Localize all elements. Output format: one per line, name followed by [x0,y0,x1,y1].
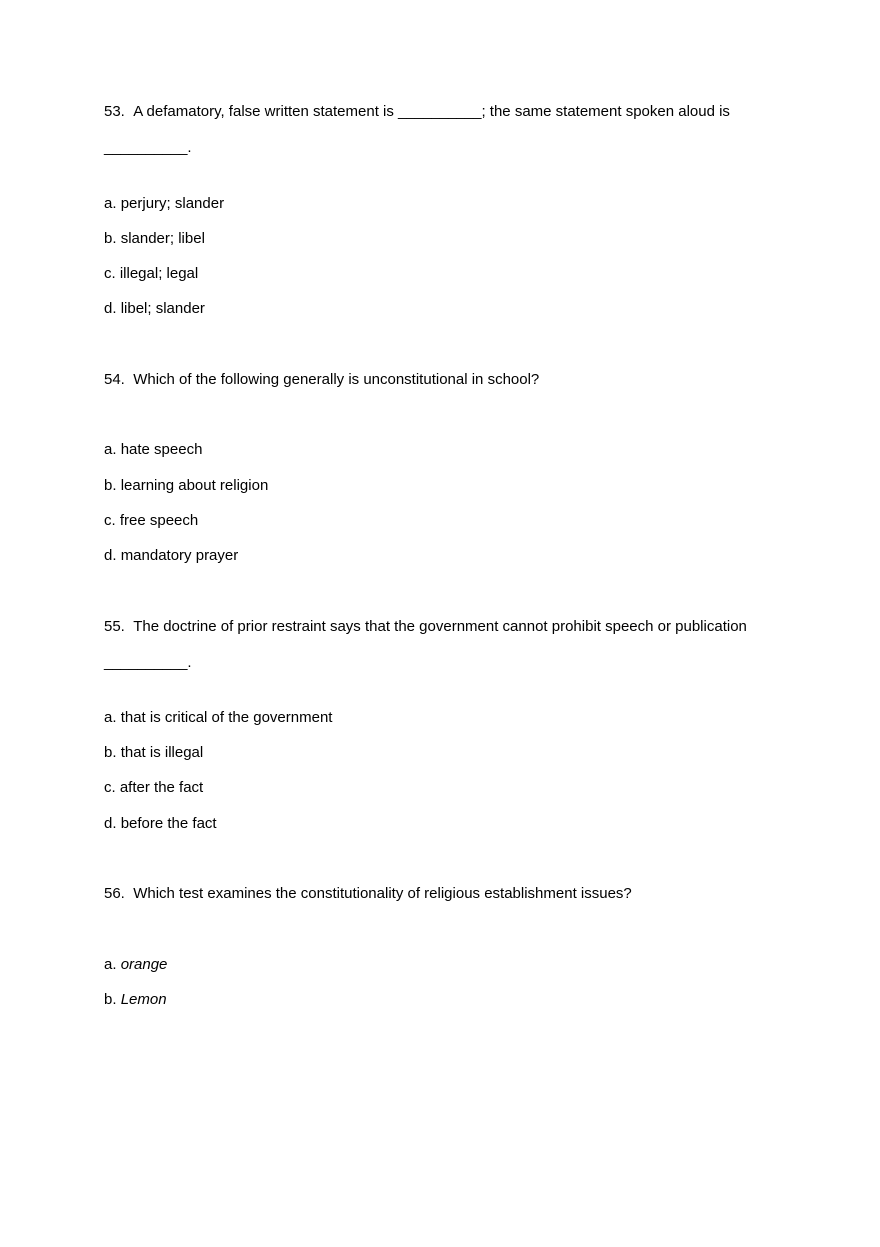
option-a [104,955,167,975]
option-text: after the fact [119,779,204,796]
question-text-line1: Which of the following generally is unconstitutional in school? [133,371,540,388]
option-b [104,743,203,763]
option-b [104,990,167,1010]
option-letter: b. [104,477,117,494]
option-letter: a. [104,709,117,726]
option-text: mandatory prayer [120,547,239,564]
option-letter: c. [104,265,116,282]
option-d [104,814,217,834]
question-number: 55. [104,618,125,635]
option-letter: d. [104,815,117,832]
option-letter: a. [104,956,117,973]
option-b [104,229,205,249]
question-text-line1: A defamatory, false written statement is __________; the same statement spoken aloud is [133,103,730,120]
question-text-line2: __________. [104,139,192,156]
question-stem [104,94,764,130]
question-53 [104,94,764,166]
question-text-line1: Which test examines the constitutionality of religious establishment issues? [133,885,632,902]
question-55 [104,609,764,681]
question-text-line2: __________. [104,654,192,671]
option-b [104,476,268,496]
option-text: that is critical of the government [120,709,333,726]
option-c [104,778,203,798]
question-text-line1: The doctrine of prior restraint says that the government cannot prohibit speech or publication [133,618,747,635]
option-letter: b. [104,991,117,1008]
option-d [104,299,205,319]
option-text: hate speech [120,441,203,458]
option-letter: a. [104,195,117,212]
option-a [104,194,224,214]
question-stem [104,609,764,645]
option-text: that is illegal [120,744,204,761]
option-letter: b. [104,230,117,247]
question-number: 56. [104,885,125,902]
option-text: learning about religion [120,477,269,494]
question-56 [104,876,764,912]
question-number: 54. [104,371,125,388]
option-text: illegal; legal [119,265,199,282]
option-letter: a. [104,441,117,458]
option-letter: d. [104,300,117,317]
question-stem [104,876,764,912]
option-c [104,511,198,531]
option-text: perjury; slander [120,195,225,212]
option-letter: b. [104,744,117,761]
option-text: orange [120,956,168,973]
option-letter: d. [104,547,117,564]
option-a [104,708,332,728]
option-letter: c. [104,512,116,529]
option-text: Lemon [120,991,167,1008]
question-stem [104,362,764,398]
option-text: slander; libel [120,230,205,247]
option-d [104,546,238,566]
question-number: 53. [104,103,125,120]
option-text: before the fact [120,815,217,832]
option-letter: c. [104,779,116,796]
option-text: free speech [119,512,199,529]
option-c [104,264,198,284]
option-a [104,440,202,460]
option-text: libel; slander [120,300,205,317]
question-54 [104,362,764,398]
